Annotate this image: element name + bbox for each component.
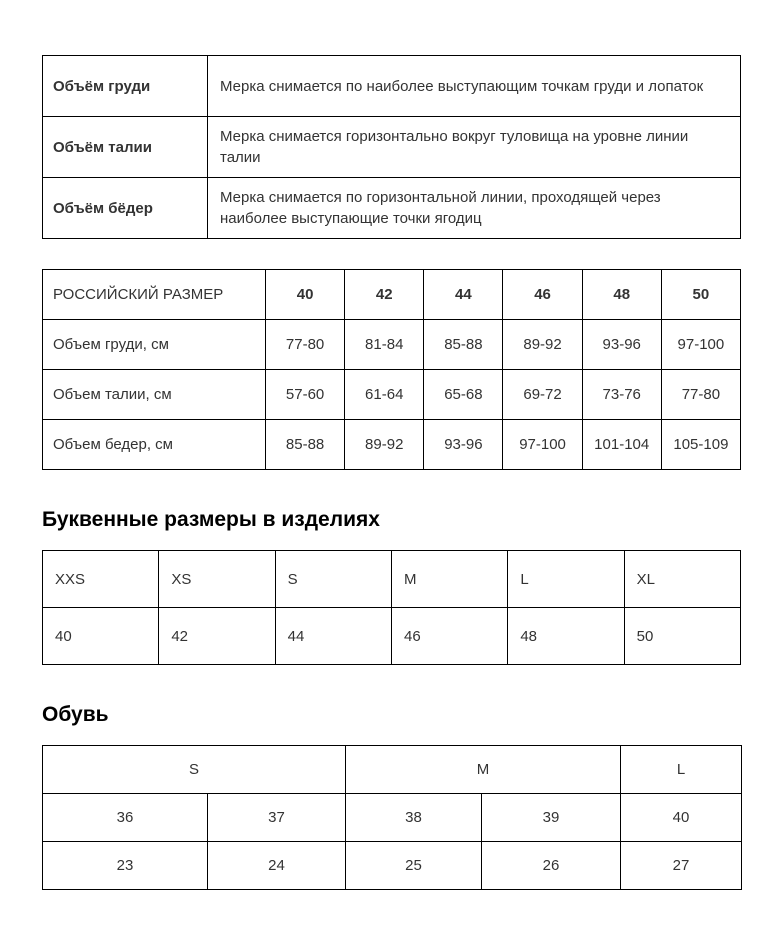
- measurement-name: Объём бёдер: [43, 178, 208, 239]
- size-value-cell: 97-100: [661, 320, 740, 370]
- measurement-description: Мерка снимается по горизонтальной линии, проходящей через наиболее выступающие точки ягодиц: [208, 178, 741, 239]
- shoe-group-cell: M: [346, 746, 621, 794]
- russian-sizes-table: [42, 269, 741, 470]
- shoe-cm-cell: 25: [346, 842, 482, 890]
- shoe-cm-cell: 24: [208, 842, 346, 890]
- measurement-description: Мерка снимается горизонтально вокруг туловища на уровне линии талии: [208, 117, 741, 178]
- letter-size-cell: XL: [624, 551, 740, 608]
- size-value-cell: 89-92: [503, 320, 582, 370]
- row-label: Объем груди, см: [43, 320, 266, 370]
- letter-size-cell: XXS: [43, 551, 159, 608]
- size-value-cell: 85-88: [266, 420, 345, 470]
- size-value-cell: 65-68: [424, 370, 503, 420]
- table-row: [43, 420, 741, 470]
- shoes-table: [42, 745, 742, 890]
- shoes-heading: Обувь: [42, 703, 109, 726]
- size-header-cell: 40: [266, 270, 345, 320]
- size-value-cell: 69-72: [503, 370, 582, 420]
- size-value-cell: 85-88: [424, 320, 503, 370]
- letter-size-cell: XS: [159, 551, 275, 608]
- letter-sizes-heading: Буквенные размеры в изделиях: [42, 508, 380, 531]
- row-label: Объем бедер, см: [43, 420, 266, 470]
- letter-size-cell: L: [508, 551, 624, 608]
- russian-size-header-label: РОССИЙСКИЙ РАЗМЕР: [43, 270, 266, 320]
- size-header-cell: 48: [582, 270, 661, 320]
- shoe-cm-cell: 26: [482, 842, 621, 890]
- measurement-name: Объём талии: [43, 117, 208, 178]
- shoe-size-cell: 40: [621, 794, 742, 842]
- size-header-cell: 44: [424, 270, 503, 320]
- number-size-cell: 40: [43, 608, 159, 665]
- shoe-size-cell: 38: [346, 794, 482, 842]
- table-header-row: [43, 270, 741, 320]
- number-size-cell: 44: [275, 608, 391, 665]
- letter-size-cell: M: [391, 551, 507, 608]
- size-value-cell: 93-96: [424, 420, 503, 470]
- table-row: [43, 370, 741, 420]
- table-header-row: [43, 746, 742, 794]
- table-row: [43, 842, 742, 890]
- measurement-description: Мерка снимается по наиболее выступающим точкам груди и лопаток: [208, 56, 741, 117]
- measurement-name: Объём груди: [43, 56, 208, 117]
- table-row: [43, 794, 742, 842]
- size-header-cell: 42: [345, 270, 424, 320]
- shoe-cm-cell: 27: [621, 842, 742, 890]
- size-header-cell: 50: [661, 270, 740, 320]
- shoe-group-cell: S: [43, 746, 346, 794]
- shoe-cm-cell: 23: [43, 842, 208, 890]
- shoe-size-cell: 36: [43, 794, 208, 842]
- size-value-cell: 77-80: [266, 320, 345, 370]
- shoe-size-cell: 39: [482, 794, 621, 842]
- shoe-size-cell: 37: [208, 794, 346, 842]
- size-value-cell: 93-96: [582, 320, 661, 370]
- size-value-cell: 89-92: [345, 420, 424, 470]
- table-header-row: [43, 551, 741, 608]
- size-value-cell: 97-100: [503, 420, 582, 470]
- number-size-cell: 50: [624, 608, 740, 665]
- row-label: Объем талии, см: [43, 370, 266, 420]
- size-value-cell: 81-84: [345, 320, 424, 370]
- number-size-cell: 46: [391, 608, 507, 665]
- number-size-cell: 42: [159, 608, 275, 665]
- size-value-cell: 77-80: [661, 370, 740, 420]
- size-value-cell: 101-104: [582, 420, 661, 470]
- table-row: [43, 117, 741, 178]
- size-value-cell: 73-76: [582, 370, 661, 420]
- letter-sizes-table: [42, 550, 741, 665]
- size-value-cell: 57-60: [266, 370, 345, 420]
- table-row: [43, 608, 741, 665]
- size-value-cell: 61-64: [345, 370, 424, 420]
- measurements-table: [42, 55, 741, 239]
- size-value-cell: 105-109: [661, 420, 740, 470]
- shoe-group-cell: L: [621, 746, 742, 794]
- table-row: [43, 178, 741, 239]
- number-size-cell: 48: [508, 608, 624, 665]
- table-row: [43, 56, 741, 117]
- letter-size-cell: S: [275, 551, 391, 608]
- table-row: [43, 320, 741, 370]
- size-header-cell: 46: [503, 270, 582, 320]
